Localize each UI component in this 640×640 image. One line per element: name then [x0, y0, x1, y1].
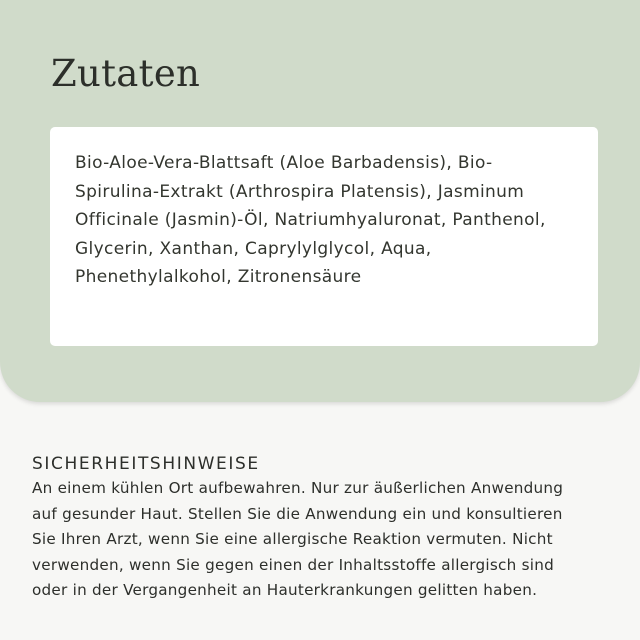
- ingredients-list: [75, 149, 574, 292]
- safety-heading: SICHERHEITSHINWEISE: [32, 454, 260, 474]
- ingredients-line: Officinale (Jasmin)-Öl, Natriumhyaluronat, Panthenol,: [75, 210, 546, 230]
- safety-line: verwenden, wenn Sie gegen einen der Inhaltsstoffe allergisch sind: [32, 555, 555, 574]
- ingredients-line: Bio-Aloe-Vera-Blattsaft (Aloe Barbadensis), Bio-: [75, 153, 493, 173]
- safety-section: [32, 452, 617, 604]
- ingredients-line: Glycerin, Xanthan, Caprylylglycol, Aqua,: [75, 238, 432, 259]
- ingredients-heading: Zutaten: [51, 52, 201, 95]
- safety-line: Sie Ihren Arzt, wenn Sie eine allergische Reaktion vermuten. Nicht: [32, 530, 553, 549]
- ingredients-line: Phenethylalkohol, Zitronensäure: [75, 267, 362, 287]
- safety-line: oder in der Vergangenheit an Hauterkrankungen gelitten haben.: [32, 581, 538, 600]
- safety-line: auf gesunder Haut. Stellen Sie die Anwendung ein und konsultieren: [32, 504, 563, 523]
- safety-text: [32, 476, 617, 604]
- ingredients-card: [50, 127, 598, 346]
- safety-line: An einem kühlen Ort aufbewahren. Nur zur äußerlichen Anwendung: [32, 479, 564, 497]
- ingredients-line: Spirulina-Extrakt (Arthrospira Platensis), Jasminum: [75, 181, 525, 202]
